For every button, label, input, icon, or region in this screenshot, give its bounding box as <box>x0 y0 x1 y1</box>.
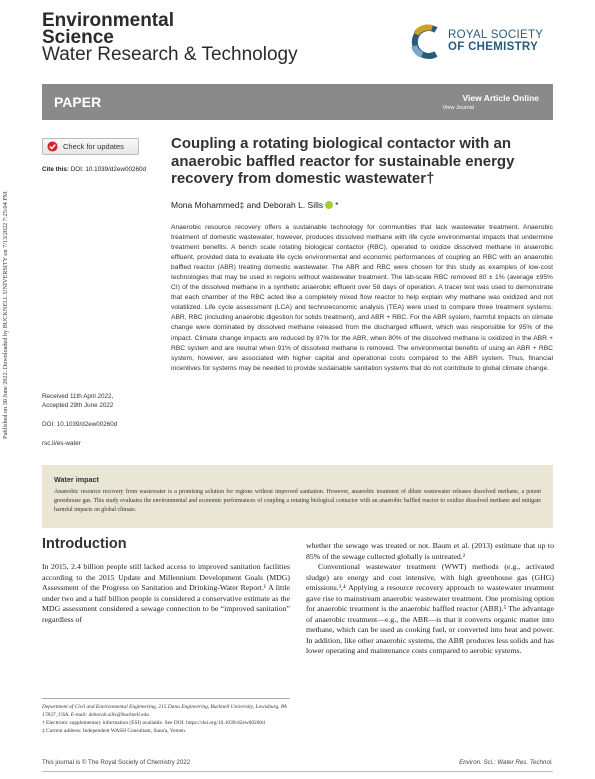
journal-title-line3: Water Research & Technology <box>42 44 298 65</box>
doi-link[interactable]: DOI: 10.1039/d2ew00260d <box>42 421 118 428</box>
journal-title[interactable] <box>42 12 298 63</box>
intro-paragraph-2: Conventional wastewater treatment (WWT) methods (e.g., activated sludge) are energy and cost intensive, with high greenhouse gas (GHG) emissions.³,⁴ Applying a resource recovery approach to wastewater treatment gave rise to mainstream anaerobic wastewater treatment. One promising option for anaerobic treatment is the anaerobic baffled reactor (ABR).⁵ The advantage of anaerobic treatment—e.g., the ABR—is that it converts organic matter into methane, which can be used as cooking fuel, or converted into heat and power. In addition, like other anaerobic systems, the ABR produces less solids and has lower operating and maintenance costs compared to aerobic systems. <box>306 562 554 655</box>
publisher-name-line2: OF CHEMISTRY <box>448 41 539 53</box>
intro-paragraph-1-continued: whether the sewage was treated or not. Baum et al. (2013) estimate that up to 85% of the sewage collected globally is untreated.² <box>306 541 554 561</box>
received-date: Received 11th April 2022, <box>42 393 114 400</box>
article-type-label: PAPER <box>54 94 102 110</box>
corresponding-author-mark: * <box>335 200 339 210</box>
rsc-ring-icon <box>410 24 442 60</box>
publisher-name-line1: ROYAL SOCIETY <box>448 29 544 41</box>
footnote-divider <box>42 698 290 699</box>
copyright-footer: This journal is © The Royal Society of Chemistry 2022 <box>42 759 191 766</box>
journal-title-line2: Science <box>42 27 114 48</box>
journal-abbrev-footer: Environ. Sci.: Water Res. Technol. <box>459 759 553 766</box>
introduction-heading: Introduction <box>42 536 127 552</box>
footer-divider <box>42 771 553 772</box>
view-article-online-link[interactable]: View Article Online <box>462 93 539 103</box>
abstract: Anaerobic resource recovery offers a sustainable technology for communities that lack wastewater treatment. Anaerobic treatment of domestic wastewater, however, produces dissolved methane with life cycle environmental impacts that undermine treatment benefits. A bench scale rotating biological contactor (RBC), operated to oxidize dissolved methane in anaerobic effluent, provided data to evaluate life cycle environmental and economic performances of coupling an RBC with an anaerobic baffled reactor (ABR) treating domestic wastewater. The ABR and RBC were chosen for this study as examples of low-cost technologies that may be used in regions without wastewater treatment. The lab-scale RBC removed 80 ± 1% (average ±95% CI) of the dissolved methane in a synthetic anaerobic effluent over 58 days of operation. A tracer test was used to demonstrate that each chamber of the RBC acted like a completely mixed flow reactor to help explain why methane was oxidized and not volatilized. Life cycle assessment (LCA) and technoeconomic analysis (TEA) were used to compare three treatment systems: ABR, RBC (including anaerobic digestion for solids treatment), and ABR + RBC. For the ABR system, harmful impacts on climate change were dominated by dissolved methane released from the discharged effluent, which was responsible for 95% of the impact. Climate change impacts are reduced by 87% for the ABR, when 80% of the dissolved methane is oxidized in the ABR + RBC system and are neutral when 91% of dissolved methane is removed. The environmental benefits of using an ABR + RBC system, however, are associated with higher capital and operational costs compared to the ABR system. Thus, financial incentives for systems may be needed to provide sustainable sanitation systems that do not contribute to global climate change. <box>171 224 553 372</box>
body-column-left <box>42 562 290 625</box>
author-names[interactable]: Mona Mohammed‡ and Deborah L. Sills <box>171 200 324 210</box>
water-impact-heading: Water impact <box>54 475 99 484</box>
accepted-date: Accepted 29th June 2022 <box>42 402 114 409</box>
check-for-updates-button[interactable] <box>42 138 139 155</box>
water-impact-text: Anaerobic resource recovery from wastewater is a promising solution for regions without improved sanitation. However, anaerobic treatment of dilute wastewater releases dissolved methane, a potent greenhouse gas. This study evaluates the environmental and economic performances of coupling a rotating biological contactor with an anaerobic baffled reactor to oxidize dissolved methane and mitigate harmful impacts on global climate. <box>54 489 541 513</box>
water-impact-box <box>42 465 553 528</box>
cite-this <box>42 166 146 173</box>
journal-title-line1: Environmental <box>42 10 174 31</box>
cite-doi[interactable]: DOI: 10.1039/d2ew00260d <box>70 166 146 173</box>
check-updates-icon <box>47 141 58 152</box>
journal-short-link[interactable]: rsc.li/es-water <box>42 440 81 447</box>
article-dates <box>42 392 113 410</box>
current-address-footnote: ‡ Current address: Independent WASH Consultant, Sana'a, Yemen. <box>42 728 187 734</box>
footnotes <box>42 703 292 735</box>
intro-paragraph-1: In 2015, 2.4 billion people still lacked access to improved sanitation facilities according to the 2015 Update and Millennium Development Goals (MDG) Assessment of the Progress on Sanitation and Drinking-Water Report.¹ A little under two and a half billion people is considered a conservative estimate as the MDG assessment considered a sewage connection to be “improved sanitation” regardless of <box>42 562 290 624</box>
author-list <box>171 200 338 210</box>
rsc-logo[interactable] <box>410 24 560 64</box>
check-updates-label: Check for updates <box>63 142 124 151</box>
article-type-banner <box>42 84 553 120</box>
view-journal-link[interactable]: View Journal <box>442 105 474 111</box>
orcid-icon[interactable] <box>325 201 333 209</box>
download-stamp: Published on 30 June 2022. Downloaded by BUCKNELL UNIVERSITY on 7/13/2022 7:25:04 PM. <box>2 190 9 440</box>
author-affiliation: Department of Civil and Environmental Engineering, 215 Dana Engineering, Bucknell University, Lewisburg, PA 17837, USA. E-mail: deborah.sills@bucknell.edu <box>42 704 287 718</box>
body-column-right <box>306 541 554 657</box>
cite-prefix: Cite this: <box>42 166 69 173</box>
esi-footnote[interactable]: † Electronic supplementary information (ESI) available. See DOI: https://doi.org/10.1039/d2ew00260d <box>42 720 265 726</box>
article-title: Coupling a rotating biological contactor with an anaerobic baffled reactor for sustainable energy recovery from domestic wastewater† <box>171 135 515 187</box>
